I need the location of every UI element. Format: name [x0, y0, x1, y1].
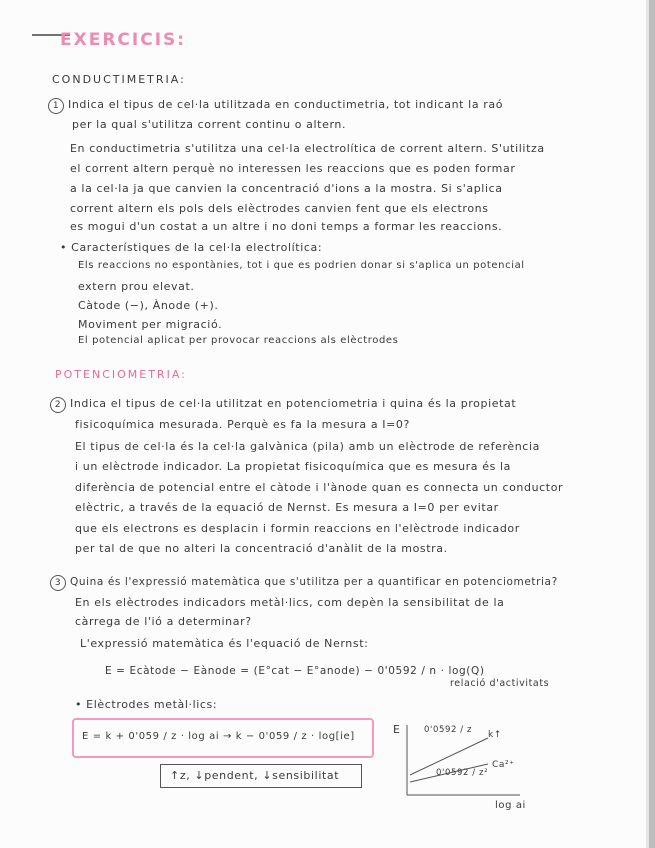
section-heading-potenciometria: POTENCIOMETRIA: [55, 368, 187, 381]
question-2-line-2: fisicoquímica mesurada. Perquè es fa la mesura a I=0? [75, 418, 410, 431]
sensitivity-conclusion: ↑z, ↓pendent, ↓sensibilitat [170, 769, 340, 782]
answer-2-line: elèctric, a través de la equació de Nernst. Es mesura a I=0 per evitar [75, 501, 499, 514]
answer-2-line: per tal de que no alteri la concentració d'anàlit de la mostra. [75, 542, 448, 555]
question-3-line-3: càrrega de l'ió a determinar? [75, 615, 252, 628]
graph-x-label: log ai [495, 800, 526, 811]
metallic-electrode-equation: E = k + 0'059 / z · log ai → k − 0'059 / z · log[ie] [82, 731, 355, 742]
question-number: 3 [50, 575, 66, 591]
equation-note: relació d'activitats [450, 678, 550, 689]
nernst-equation: E = Ecàtode − Eànode = (E°cat − E°anode) − 0'0592 / n · log(Q) [105, 665, 485, 677]
list-item: Càtode (−), Ànode (+). [78, 299, 219, 312]
answer-1-line: a la cel·la ja que canvien la concentració d'ions a la mostra. Si s'aplica [70, 182, 503, 195]
question-number: 2 [50, 397, 66, 413]
question-1-line-2: per la qual s'utilitza corrent continu o altern. [72, 118, 347, 131]
graph-upper-line-label: 0'0592 / z [424, 725, 473, 735]
answer-2-line: i un elèctrode indicador. La propietat fisicoquímica que es mesura és la [75, 460, 512, 473]
answer-2-line: que els electrons es desplacin i formin reaccions en l'elèctrode indicador [75, 522, 520, 535]
answer-1-line: es mogui d'un costat a un altre i no doni temps a formar les reaccions. [70, 220, 503, 233]
question-1-line-1: 1 Indica el tipus de cel·la utilitzada en conductimetria, tot indicant la raó [48, 98, 503, 114]
question-3-line-1: 3 Quina és l'expressió matemàtica que s'utilitza per a quantificar en potenciometria? [50, 575, 558, 591]
list-item: Moviment per migració. [78, 318, 223, 331]
graph-y-label: E [393, 723, 401, 736]
metallic-electrodes-bullet: • Elèctrodes metàl·lics: [75, 698, 218, 711]
list-item: Els reaccions no espontànies, tot i que es podrien donar si s'aplica un potencial [78, 260, 525, 271]
graph-lower-line-label: 0'0592 / z² [436, 768, 489, 778]
list-item: El potencial aplicat per provocar reaccions als elèctrodes [78, 335, 399, 346]
question-number: 1 [48, 98, 64, 114]
section-heading-conductimetria: CONDUCTIMETRIA: [52, 73, 186, 86]
bullet-characteristics: • Característiques de la cel·la electrolítica: [60, 241, 323, 254]
question-2-line-1: 2 Indica el tipus de cel·la utilitzat en potenciometria i quina és la propietat [50, 397, 516, 413]
answer-3-intro: L'expressió matemàtica és l'equació de Nernst: [80, 637, 369, 650]
list-item: extern prou elevat. [78, 280, 195, 293]
answer-2-line: El tipus de cel·la és la cel·la galvànica (pila) amb un elèctrode de referència [75, 440, 540, 453]
graph-upper-line-tag: k↑ [488, 730, 502, 740]
question-3-line-2: En els elèctrodes indicadors metàl·lics, com depèn la sensibilitat de la [75, 596, 505, 609]
answer-2-line: diferència de potencial entre el càtode i l'ànode quan es connecta un conductor [75, 481, 564, 494]
answer-1-line: corrent altern els pols dels elèctrodes canvien fent que els electrons [70, 202, 489, 215]
graph-lower-line-tag: Ca²⁺ [492, 760, 515, 770]
answer-1-line: En conductimetria s'utilitza una cel·la electrolítica de corrent altern. S'utilitza [70, 142, 545, 155]
page-title: EXERCICIS: [60, 30, 187, 50]
answer-1-line: el corrent altern perquè no interessen les reaccions que es poden formar [70, 162, 516, 175]
